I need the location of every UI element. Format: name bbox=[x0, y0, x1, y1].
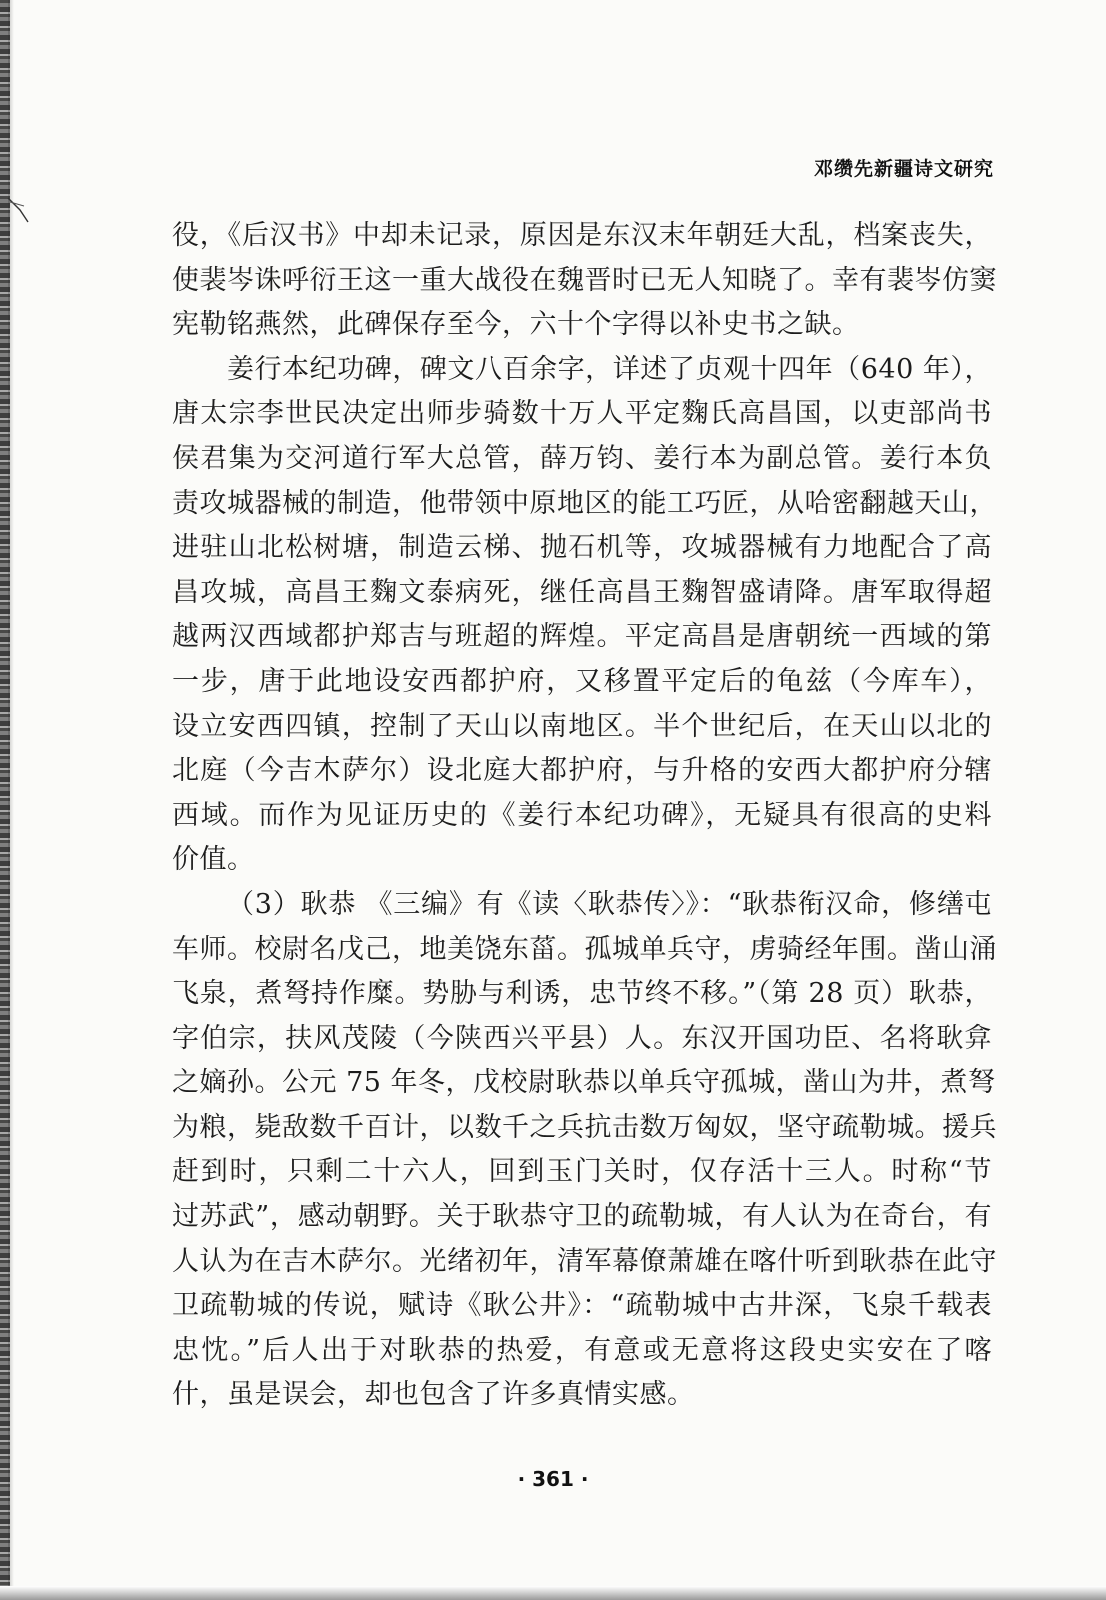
text-line: 赶到时，只剩二十六人，回到玉门关时，仅存活十三人。时称“节 bbox=[172, 1156, 992, 1188]
text-line: 宪勒铭燕然，此碑保存至今，六十个字得以补史书之缺。 bbox=[172, 309, 860, 341]
text-line: 字伯宗，扶风茂陵（今陕西兴平县）人。东汉开国功臣、名将耿弇 bbox=[172, 1022, 992, 1054]
paragraph bbox=[172, 214, 997, 348]
text-line: 设立安西四镇，控制了天山以南地区。半个世纪后，在天山以北的 bbox=[172, 710, 992, 742]
text-line: （3）耿恭 《三编》有《读〈耿恭传〉》：“耿恭衔汉命，修缮屯 bbox=[227, 888, 992, 920]
text-line: 人认为在吉木萨尔。光绪初年，清军幕僚萧雄在喀什听到耿恭在此守 bbox=[172, 1245, 997, 1277]
text-line: 责攻城器械的制造，他带领中原地区的能工巧匠，从哈密翻越天山， bbox=[172, 487, 997, 519]
text-line: 侯君集为交河道行军大总管，薛万钧、姜行本为副总管。姜行本负 bbox=[172, 442, 992, 474]
running-header: 邓缵先新疆诗文研究 bbox=[813, 158, 994, 180]
text-line: 役，《后汉书》中却未记录，原因是东汉末年朝廷大乱，档案丧失， bbox=[172, 220, 992, 251]
page-number: · 361 · bbox=[517, 1467, 589, 1491]
text-line: 之嫡孙。公元 75 年冬，戊校尉耿恭以单兵守孤城，凿山为井，煮弩 bbox=[172, 1067, 996, 1099]
text-line: 越两汉西域都护郑吉与班超的辉煌。平定高昌是唐朝统一西域的第 bbox=[172, 621, 992, 653]
text-line: 昌攻城，高昌王麴文泰病死，继任高昌王麴智盛请降。唐军取得超 bbox=[172, 576, 992, 608]
scan-left-edge bbox=[0, 0, 10, 1600]
text-line: 价值。 bbox=[172, 844, 255, 876]
text-line: 一步，唐于此地设安西都护府，又移置平定后的龟兹（今库车）， bbox=[172, 665, 992, 697]
text-line: 忠忱。”后人出于对耿恭的热爱，有意或无意将这段史实安在了喀 bbox=[172, 1334, 992, 1366]
paragraph bbox=[172, 348, 997, 883]
text-line: 西域。而作为见证历史的《姜行本纪功碑》，无疑具有很高的史料 bbox=[172, 799, 992, 831]
text-line: 唐太宗李世民决定出师步骑数十万人平定麴氏高昌国，以吏部尚书 bbox=[172, 398, 992, 430]
scan-bottom-edge bbox=[0, 1586, 1106, 1600]
text-line: 使裴岑诛呼衍王这一重大战役在魏晋时已无人知晓了。幸有裴岑仿窦 bbox=[172, 264, 997, 296]
paragraph bbox=[172, 883, 997, 1418]
text-line: 车师。校尉名戊己，地美饶东菑。孤城单兵守，虏骑经年围。凿山涌 bbox=[172, 933, 997, 965]
text-line: 北庭（今吉木萨尔）设北庭大都护府，与升格的安西大都护府分辖 bbox=[172, 755, 992, 787]
staple-mark-icon bbox=[6, 196, 32, 224]
text-line: 姜行本纪功碑，碑文八百余字，详述了贞观十四年（640 年）， bbox=[227, 353, 992, 385]
text-line: 为粮，毙敌数千百计，以数千之兵抗击数万匈奴，坚守疏勒城。援兵 bbox=[172, 1111, 997, 1143]
text-line: 进驻山北松树塘，制造云梯、抛石机等，攻城器械有力地配合了高 bbox=[172, 532, 992, 564]
text-line: 飞泉，煮弩持作糜。势胁与利诱，忠节终不移。”（第 28 页）耿恭， bbox=[172, 978, 992, 1010]
text-line: 卫疏勒城的传说，赋诗《耿公井》：“疏勒城中古井深，飞泉千载表 bbox=[172, 1290, 992, 1322]
body-text bbox=[172, 214, 997, 1418]
text-line: 过苏武”，感动朝野。关于耿恭守卫的疏勒城，有人认为在奇台，有 bbox=[172, 1201, 992, 1233]
text-line: 什，虽是误会，却也包含了许多真情实感。 bbox=[172, 1379, 695, 1411]
